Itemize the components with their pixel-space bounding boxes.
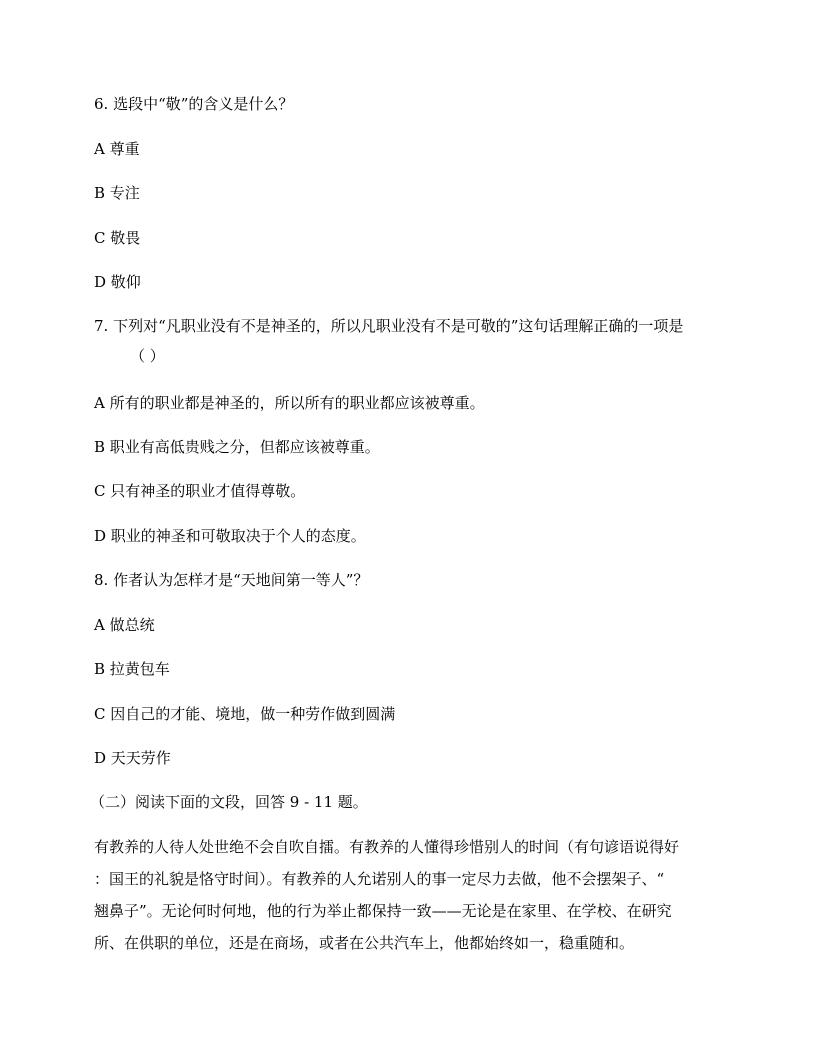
question-8-option-a: A 做总统 bbox=[94, 616, 155, 634]
passage-line: 翘鼻子”。无论何时何地，他的行为举止都保持一致——无论是在家里、在学校、在研究 bbox=[94, 902, 672, 920]
question-7-option-b: B 职业有高低贵贱之分，但都应该被尊重。 bbox=[94, 438, 380, 456]
question-6-option-b: B 专注 bbox=[94, 184, 140, 202]
question-8-option-b: B 拉黄包车 bbox=[94, 660, 170, 678]
question-7-stem-continuation: （ ） bbox=[130, 347, 165, 365]
question-6-option-c: C 敬畏 bbox=[94, 229, 141, 247]
question-6-option-d: D 敬仰 bbox=[94, 273, 141, 291]
question-7-stem: 7. 下列对“凡职业没有不是神圣的，所以凡职业没有不是可敬的”这句话理解正确的一项是 bbox=[94, 317, 684, 335]
passage-line: ：国王的礼貌是恪守时间）。有教养的人允诺别人的事一定尽力去做，他不会摆架子、“ bbox=[94, 870, 665, 888]
passage-line: 有教养的人待人处世绝不会自吹自擂。有教养的人懂得珍惜别人的时间（有句谚语说得好 bbox=[94, 838, 680, 856]
question-7-option-c: C 只有神圣的职业才值得尊敬。 bbox=[94, 482, 306, 500]
passage-line: 所、在供职的单位，还是在商场，或者在公共汽车上，他都始终如一，稳重随和。 bbox=[94, 934, 635, 952]
question-7-option-a: A 所有的职业都是神圣的，所以所有的职业都应该被尊重。 bbox=[94, 394, 485, 412]
question-8-stem: 8. 作者认为怎样才是“天地间第一等人”？ bbox=[94, 571, 369, 589]
question-7-option-d: D 职业的神圣和可敬取决于个人的态度。 bbox=[94, 527, 366, 545]
question-8-option-d: D 天天劳作 bbox=[94, 749, 171, 767]
section-heading: （二）阅读下面的文段，回答 9 - 11 题。 bbox=[90, 793, 368, 811]
question-6-stem: 6. 选段中“敬”的含义是什么？ bbox=[94, 95, 294, 113]
question-8-option-c: C 因自己的才能、境地，做一种劳作做到圆满 bbox=[94, 705, 396, 723]
question-6-option-a: A 尊重 bbox=[94, 140, 140, 158]
